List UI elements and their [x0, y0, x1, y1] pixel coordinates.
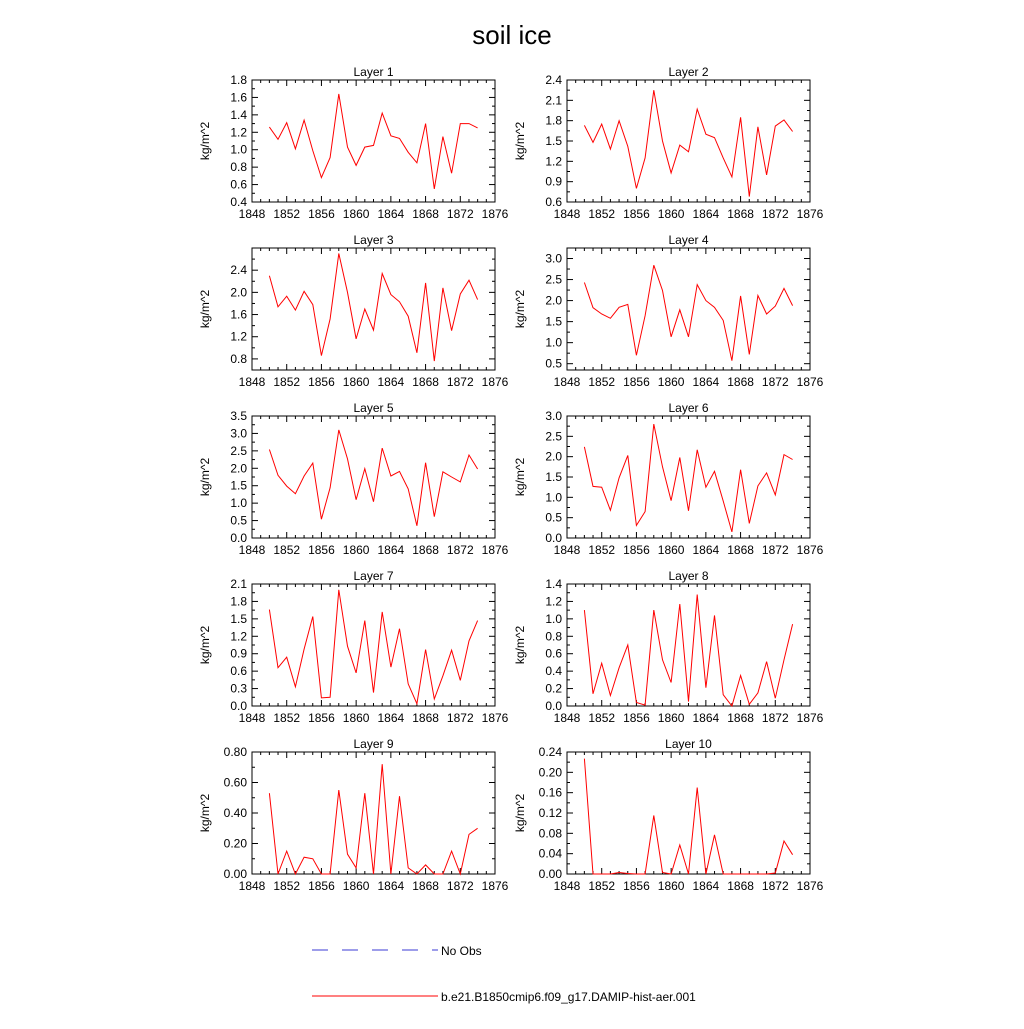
layer-2-y-tick-label: 0.6 [545, 195, 562, 209]
layer-8-y-tick-label: 1.0 [545, 611, 562, 626]
layer-1-title: Layer 1 [353, 65, 394, 79]
layer-10-x-tick-label: 1872 [761, 879, 789, 893]
layer-6-x-tick-label: 1860 [657, 543, 685, 557]
layer-1-y-tick-label: 0.8 [230, 160, 247, 175]
layer-8-x-tick-label: 1856 [623, 711, 650, 725]
layer-9-y-tick-label: 0.80 [223, 745, 247, 759]
layer-9-x-tick-label: 1864 [377, 879, 405, 893]
layer-9-x-tick-label: 1872 [446, 879, 474, 893]
layer-8-y-tick-label: 0.0 [545, 699, 562, 713]
layer-4-x-tick-label: 1852 [588, 375, 616, 389]
layer-7-y-tick-label: 1.5 [230, 611, 247, 626]
layer-3-x-tick-label: 1848 [238, 375, 266, 389]
layer-8-title: Layer 8 [668, 569, 709, 583]
layer-1-x-tick-label: 1864 [377, 207, 405, 221]
layer-6-y-tick-label: 0.5 [545, 510, 562, 525]
layer-7-y-tick-label: 0.3 [230, 681, 247, 696]
layer-5-y-tick-label: 1.5 [230, 478, 247, 493]
layer-3-x-tick-label: 1876 [481, 375, 509, 389]
layer-6-y-tick-label: 0.0 [545, 531, 562, 545]
layer-3-x-tick-label: 1856 [308, 375, 335, 389]
layer-10-y-tick-label: 0.04 [538, 846, 562, 861]
layer-3-y-tick-label: 2.0 [230, 285, 247, 300]
layer-1-y-tick-label: 1.4 [230, 107, 247, 122]
layer-6-y-tick-label: 1.5 [545, 470, 562, 484]
layer-2-x-tick-label: 1872 [761, 207, 789, 221]
layer-8-y-tick-label: 0.8 [545, 629, 562, 644]
layer-2-y-axis-label: kg/m^2 [513, 121, 527, 161]
layer-8-y-tick-label: 0.6 [545, 646, 562, 661]
layer-1-y-axis-label: kg/m^2 [198, 121, 212, 161]
layer-10-x-tick-label: 1848 [553, 879, 581, 893]
layer-7-x-tick-label: 1852 [273, 711, 301, 725]
layer-10-y-tick-label: 0.24 [538, 745, 562, 759]
layer-3-y-tick-label: 1.2 [230, 329, 247, 344]
layer-9-title: Layer 9 [353, 737, 394, 751]
layer-3-x-tick-label: 1872 [446, 375, 474, 389]
layer-7-x-tick-label: 1856 [308, 711, 335, 725]
layer-6-x-tick-label: 1872 [761, 543, 789, 557]
layer-5-x-tick-label: 1856 [308, 543, 335, 557]
layer-6-y-tick-label: 2.5 [545, 429, 562, 444]
layer-8-y-axis-label: kg/m^2 [513, 625, 527, 665]
layer-2-y-tick-label: 1.2 [545, 154, 562, 169]
layer-1-y-tick-label: 0.6 [230, 177, 247, 192]
layer-5-x-tick-label: 1860 [342, 543, 370, 557]
layer-6-x-tick-label: 1868 [727, 543, 754, 557]
layer-2-y-tick-label: 0.9 [545, 174, 562, 189]
layer-7-y-tick-label: 2.1 [230, 577, 247, 591]
legend-model-run-label: b.e21.B1850cmip6.f09_g17.DAMIP-hist-aer.001 [441, 990, 696, 1004]
layer-6-y-tick-label: 1.0 [545, 490, 562, 505]
layer-3-x-tick-label: 1864 [377, 375, 405, 389]
layer-5-x-tick-label: 1876 [481, 543, 509, 557]
layer-9-y-axis-label: kg/m^2 [198, 793, 212, 833]
layer-9-x-tick-label: 1860 [342, 879, 370, 893]
layer-7-x-tick-label: 1860 [342, 711, 370, 725]
layer-3-y-tick-label: 0.8 [230, 351, 247, 366]
layer-3-y-tick-label: 2.4 [230, 263, 247, 278]
layer-5-y-tick-label: 3.0 [230, 426, 247, 441]
layer-10-x-tick-label: 1856 [623, 879, 650, 893]
layer-6-y-tick-label: 2.0 [545, 449, 562, 464]
layer-3-title: Layer 3 [353, 233, 394, 247]
layer-9-y-tick-label: 0.60 [223, 775, 247, 790]
layer-9-y-tick-label: 0.40 [223, 806, 247, 820]
legend-no-obs-label: No Obs [441, 944, 482, 958]
layer-4-y-tick-label: 0.5 [545, 356, 562, 371]
layer-2-y-tick-label: 2.4 [545, 73, 562, 87]
layer-7-x-tick-label: 1864 [377, 711, 405, 725]
layer-8-x-tick-label: 1864 [692, 711, 720, 725]
layer-8-x-tick-label: 1872 [761, 711, 789, 725]
layer-6-y-tick-label: 3.0 [545, 409, 562, 423]
layer-1-x-tick-label: 1868 [412, 207, 439, 221]
layer-8-x-tick-label: 1868 [727, 711, 754, 725]
layer-7-y-tick-label: 0.0 [230, 699, 247, 713]
layer-9-x-tick-label: 1852 [273, 879, 301, 893]
layer-10-y-tick-label: 0.16 [538, 785, 562, 800]
layer-8-y-tick-label: 0.4 [545, 664, 562, 679]
layer-2-title: Layer 2 [668, 65, 709, 79]
layer-4-x-tick-label: 1864 [692, 375, 720, 389]
layer-9-x-tick-label: 1868 [412, 879, 439, 893]
layer-9-x-tick-label: 1848 [238, 879, 266, 893]
layer-7-y-axis-label: kg/m^2 [198, 625, 212, 665]
layer-5-x-tick-label: 1864 [377, 543, 405, 557]
layer-7-x-tick-label: 1876 [481, 711, 509, 725]
layer-4-y-axis-label: kg/m^2 [513, 289, 527, 329]
layer-4-y-tick-label: 2.5 [545, 272, 562, 287]
layer-4-y-tick-label: 2.0 [545, 293, 562, 308]
layer-2-y-tick-label: 2.1 [545, 93, 562, 108]
layer-5-y-tick-label: 2.5 [230, 443, 247, 458]
layer-5-y-tick-label: 3.5 [230, 409, 247, 423]
layer-4-x-tick-label: 1860 [657, 375, 685, 389]
layer-10-x-tick-label: 1852 [588, 879, 616, 893]
layer-1-y-tick-label: 1.6 [230, 90, 247, 105]
layer-7-title: Layer 7 [353, 569, 394, 583]
layer-2-y-tick-label: 1.5 [545, 134, 562, 148]
layer-5-y-tick-label: 0.0 [230, 531, 247, 545]
layer-7-x-tick-label: 1848 [238, 711, 266, 725]
layer-4-x-tick-label: 1872 [761, 375, 789, 389]
layer-8-x-tick-label: 1860 [657, 711, 685, 725]
layer-7-y-tick-label: 0.6 [230, 664, 247, 679]
layer-1-x-tick-label: 1852 [273, 207, 301, 221]
layer-8-x-tick-label: 1848 [553, 711, 581, 725]
layer-5-x-tick-label: 1868 [412, 543, 439, 557]
layer-5-x-tick-label: 1852 [273, 543, 301, 557]
layer-6-x-tick-label: 1848 [553, 543, 581, 557]
layer-8-x-tick-label: 1876 [796, 711, 824, 725]
layer-1-x-tick-label: 1848 [238, 207, 266, 221]
layer-1-x-tick-label: 1860 [342, 207, 370, 221]
layer-3-x-tick-label: 1860 [342, 375, 370, 389]
layer-2-x-tick-label: 1860 [657, 207, 685, 221]
layer-2-x-tick-label: 1852 [588, 207, 616, 221]
layer-2-x-tick-label: 1848 [553, 207, 581, 221]
layer-10-title: Layer 10 [665, 737, 712, 751]
layer-7-y-tick-label: 0.9 [230, 646, 247, 661]
layer-4-x-tick-label: 1856 [623, 375, 650, 389]
layer-3-y-axis-label: kg/m^2 [198, 289, 212, 329]
layer-4-x-tick-label: 1868 [727, 375, 754, 389]
layer-9-x-tick-label: 1856 [308, 879, 335, 893]
layer-6-x-tick-label: 1864 [692, 543, 720, 557]
layer-3-x-tick-label: 1852 [273, 375, 301, 389]
layer-5-y-tick-label: 0.5 [230, 513, 247, 528]
layer-3-y-tick-label: 1.6 [230, 307, 247, 322]
layer-5-x-tick-label: 1848 [238, 543, 266, 557]
layer-6-y-axis-label: kg/m^2 [513, 457, 527, 497]
layer-1-y-tick-label: 0.4 [230, 195, 247, 209]
layer-5-x-tick-label: 1872 [446, 543, 474, 557]
layer-8-y-tick-label: 1.2 [545, 594, 562, 609]
layer-8-y-tick-label: 0.2 [545, 681, 562, 696]
layer-4-x-tick-label: 1848 [553, 375, 581, 389]
layer-9-y-tick-label: 0.00 [223, 867, 247, 881]
layer-1-y-tick-label: 1.8 [230, 73, 247, 87]
layer-10-y-tick-label: 0.20 [538, 765, 562, 780]
layer-10-y-tick-label: 0.12 [538, 806, 562, 820]
layer-7-y-tick-label: 1.2 [230, 629, 247, 644]
layer-8-x-tick-label: 1852 [588, 711, 616, 725]
layer-4-x-tick-label: 1876 [796, 375, 824, 389]
layer-10-y-axis-label: kg/m^2 [513, 793, 527, 833]
layer-6-title: Layer 6 [668, 401, 709, 415]
layer-5-title: Layer 5 [353, 401, 394, 415]
layer-7-x-tick-label: 1868 [412, 711, 439, 725]
layer-2-x-tick-label: 1864 [692, 207, 720, 221]
layer-1-x-tick-label: 1856 [308, 207, 335, 221]
layer-2-x-tick-label: 1876 [796, 207, 824, 221]
layer-5-y-axis-label: kg/m^2 [198, 457, 212, 497]
layer-4-y-tick-label: 1.0 [545, 335, 562, 350]
layer-10-x-tick-label: 1860 [657, 879, 685, 893]
layer-9-y-tick-label: 0.20 [223, 836, 247, 851]
layer-4-y-tick-label: 3.0 [545, 251, 562, 266]
layer-6-x-tick-label: 1856 [623, 543, 650, 557]
layer-10-y-tick-label: 0.08 [538, 826, 562, 841]
layer-4-title: Layer 4 [668, 233, 709, 247]
layer-2-x-tick-label: 1868 [727, 207, 754, 221]
layer-1-x-tick-label: 1876 [481, 207, 509, 221]
layer-7-x-tick-label: 1872 [446, 711, 474, 725]
layer-10-x-tick-label: 1876 [796, 879, 824, 893]
layer-10-x-tick-label: 1868 [727, 879, 754, 893]
layer-2-x-tick-label: 1856 [623, 207, 650, 221]
layer-1-x-tick-label: 1872 [446, 207, 474, 221]
layer-10-x-tick-label: 1864 [692, 879, 720, 893]
layer-1-y-tick-label: 1.0 [230, 142, 247, 157]
layer-2-y-tick-label: 1.8 [545, 113, 562, 128]
layer-9-x-tick-label: 1876 [481, 879, 509, 893]
layer-6-x-tick-label: 1876 [796, 543, 824, 557]
figure-title: soil ice [472, 20, 552, 50]
layer-10-y-tick-label: 0.00 [538, 867, 562, 881]
layer-1-y-tick-label: 1.2 [230, 125, 247, 140]
layer-5-y-tick-label: 2.0 [230, 461, 247, 476]
layer-6-x-tick-label: 1852 [588, 543, 616, 557]
layer-4-y-tick-label: 1.5 [545, 314, 562, 329]
layer-5-y-tick-label: 1.0 [230, 496, 247, 511]
layer-7-y-tick-label: 1.8 [230, 594, 247, 609]
layer-3-x-tick-label: 1868 [412, 375, 439, 389]
layer-8-y-tick-label: 1.4 [545, 577, 562, 591]
